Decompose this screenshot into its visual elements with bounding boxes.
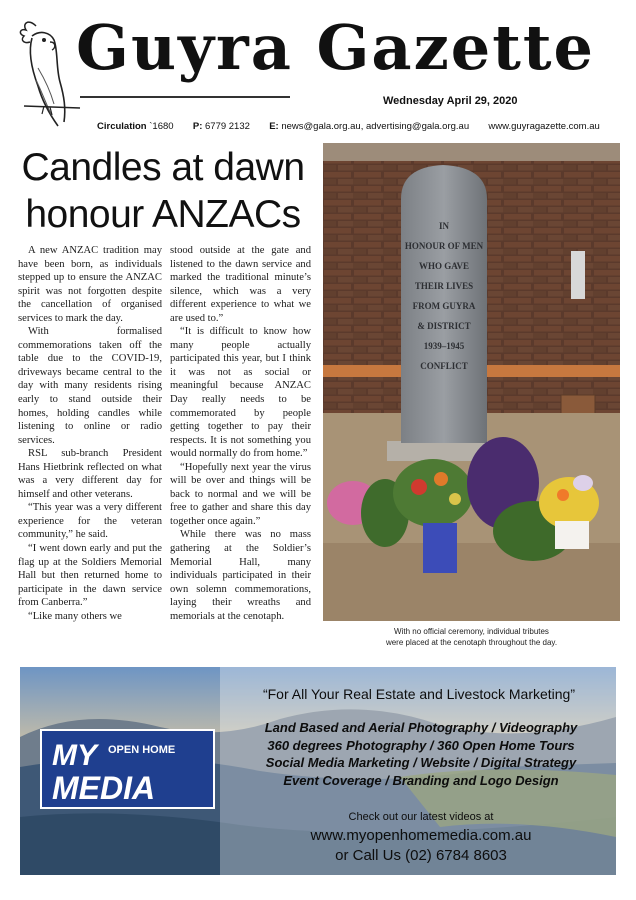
ad-tagline: “For All Your Real Estate and Livestock Marketing” <box>262 686 576 702</box>
service-line: Land Based and Aerial Photography / Videography <box>264 720 578 735</box>
svg-text:WHO GAVE: WHO GAVE <box>418 261 470 271</box>
service-line: Event Coverage / Branding and Logo Design <box>283 772 559 788</box>
circulation-value: `1680 <box>149 121 174 132</box>
media-advertisement[interactable] <box>20 667 616 875</box>
cockatoo-logo-icon <box>14 8 84 134</box>
issue-date: Wednesday April 29, 2020 <box>383 95 518 107</box>
svg-text:MY: MY <box>52 739 97 772</box>
ad-phone: or Call Us (02) 6784 8603 <box>335 847 507 864</box>
paragraph: “I went down early and put the flag up at the Soldiers Memorial Hall but then returned home to participate in the dawn service from Canberra.” <box>18 543 162 609</box>
masthead <box>0 0 636 140</box>
paragraph: “This year was a very different experience for the veteran community,” he said. <box>18 502 162 541</box>
svg-text:THEIR LIVES: THEIR LIVES <box>414 281 474 291</box>
photo-caption <box>323 626 620 648</box>
masthead-divider <box>80 96 290 98</box>
service-line: 360 degrees Photography / 360 Open Home Tours <box>267 737 575 753</box>
svg-text:HONOUR OF MEN: HONOUR OF MEN <box>404 241 484 251</box>
ad-website-link[interactable]: www.myopenhomemedia.com.au <box>310 827 532 844</box>
svg-text:FROM GUYRA: FROM GUYRA <box>412 301 476 311</box>
paragraph: “Like many others we <box>28 610 122 622</box>
svg-text:MEDIA: MEDIA <box>52 770 156 806</box>
paragraph: A new ANZAC tradition may have been born, as individuals stepped up to ensure the ANZAC spirit was not forgotten despite the cancellation of organised services to mark the day. <box>18 245 162 324</box>
caption-line: were placed at the cenotaph throughout the day. <box>385 638 558 647</box>
svg-text:OPEN HOME: OPEN HOME <box>108 744 176 756</box>
phone-label: P: <box>192 121 203 132</box>
paragraph: While there was no mass gathering at the Soldier’s Memorial Hall, many individuals participated in their own solemn commemorations, laying their wreaths and memorials at the cenotaph. <box>170 529 311 622</box>
email-value[interactable]: news@gala.org.au, advertising@gala.org.au <box>281 121 470 132</box>
svg-text:CONFLICT: CONFLICT <box>420 361 468 371</box>
service-line: Social Media Marketing / Website / Digital Strategy <box>265 755 577 770</box>
cenotaph-photo <box>323 143 620 621</box>
phone-value: 6779 2132 <box>205 121 250 132</box>
paragraph: “Hopefully next year the virus will be over and things will be back to normal and we will be free to gather and share this day together once again.” <box>170 461 311 527</box>
article-column-2 <box>170 244 311 623</box>
paragraph: RSL sub-branch President Hans Hietbrink reflected on what was a very different day for himself and other veterans. <box>18 448 162 500</box>
svg-text:& DISTRICT: & DISTRICT <box>417 321 471 331</box>
paragraph: With formalised commemorations taken off the table due to the COVID-19, driveways became central to the day with many residents rising early to stand outside their homes, holding candles while listening to online or radio services. <box>18 326 162 446</box>
contact-bar <box>97 121 633 132</box>
article-column-1 <box>18 244 162 623</box>
paragraph: stood outside at the gate and listened to the dawn service and marked the traditional minute’s silence, which was a very different experience to what we are used to.” <box>170 245 311 324</box>
ad-services-list <box>226 719 616 789</box>
my-open-home-media-logo-icon <box>40 729 215 809</box>
caption-line: With no official ceremony, individual tributes <box>394 627 549 636</box>
svg-text:IN: IN <box>438 221 450 231</box>
website-link[interactable]: www.guyragazette.com.au <box>488 121 600 132</box>
article-headline: Candles at dawn honour ANZACs <box>21 146 305 236</box>
email-label: E: <box>269 121 279 132</box>
paragraph: “It is difficult to know how many people actually participated this year, but I think it was not as social or meaningful because ANZAC Day really needs to be commemorated by people getting together to pay their respects. It is not something you would normally do from home.” <box>170 326 311 460</box>
svg-text:1939–1945: 1939–1945 <box>423 341 465 351</box>
masthead-title: Guyra Gazette <box>76 11 595 84</box>
circulation-label: Circulation <box>97 121 147 132</box>
ad-call-to-action: Check out our latest videos at <box>348 811 494 823</box>
